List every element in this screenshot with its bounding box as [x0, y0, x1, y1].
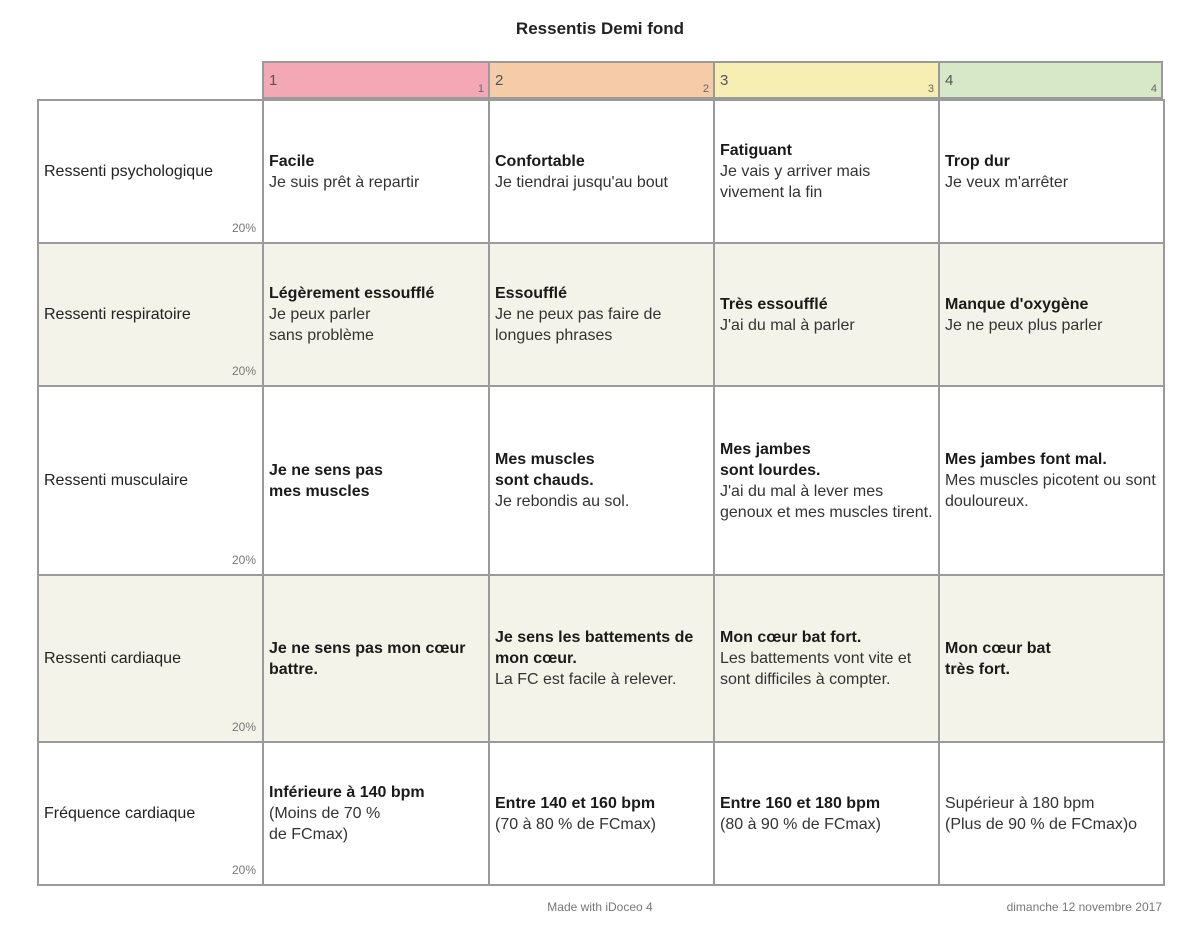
level-header-mark: 3 [927, 83, 934, 95]
cell-title: Je ne sens pas mon cœur battre. [269, 639, 466, 678]
level-header-mark: 2 [702, 83, 709, 95]
level-header-label: 4 [945, 72, 954, 89]
rubric-cell[interactable] [714, 386, 939, 575]
cell-description: Je ne peux pas faire de longues phrases [495, 306, 662, 344]
rubric-cell[interactable] [939, 386, 1164, 575]
cell-description: Je peux parler sans problème [269, 306, 374, 344]
level-header-4[interactable] [938, 61, 1163, 99]
cell-title: Je sens les battements de mon cœur. [495, 629, 694, 667]
cell-description: Je suis prêt à repartir [269, 173, 420, 191]
cell-title: Mes jambes font mal. [945, 451, 1107, 468]
cell-description: Mes muscles picotent ou sont douloureux. [945, 472, 1156, 510]
rubric-cell[interactable] [714, 243, 939, 386]
row-label [38, 575, 263, 742]
rubric-cell[interactable] [263, 742, 489, 885]
rubric-cell[interactable] [263, 386, 489, 575]
cell-title: Mon cœur bat très fort. [945, 639, 1051, 678]
rubric-cell[interactable] [714, 575, 939, 742]
cell-title: Essoufflé [495, 285, 568, 302]
cell-title: Légèrement essoufflé [269, 285, 435, 302]
cell-title: Confortable [495, 152, 585, 170]
cell-description: Je vais y arriver mais vivement la fin [720, 163, 871, 201]
cell-title: Mon cœur bat fort. [720, 629, 862, 646]
page-title: Ressentis Demi fond [515, 19, 685, 38]
cell-title: Mes jambes sont lourdes. [720, 440, 821, 479]
cell-title: Manque d'oxygène [945, 295, 1089, 313]
cell-description: (Moins de 70 % de FCmax) [269, 805, 381, 843]
cell-description: J'ai du mal à lever mes genoux et mes muscles tirent. [720, 482, 933, 521]
row-label-text: Ressenti psychologique [44, 163, 213, 180]
cell-title: Entre 160 et 180 bpm [720, 794, 881, 812]
rubric-cell[interactable] [489, 243, 714, 386]
table-row [38, 100, 1164, 243]
table-row [38, 742, 1164, 885]
rubric-cell[interactable] [939, 243, 1164, 386]
rubric-cell[interactable] [939, 575, 1164, 742]
rubric-cell[interactable] [939, 742, 1164, 885]
row-label-text: Fréquence cardiaque [44, 805, 196, 822]
cell-title: Trop dur [945, 152, 1010, 170]
rubric-cell[interactable] [489, 742, 714, 885]
cell-description: Je tiendrai jusqu'au bout [495, 173, 668, 191]
cell-title: Fatiguant [720, 142, 792, 159]
cell-title: Mes muscles sont chauds. [495, 451, 595, 489]
cell-description: Les battements vont vite et sont difficiles à compter. [720, 650, 912, 688]
level-header-mark: 1 [477, 83, 484, 95]
rubric-cell[interactable] [263, 243, 489, 386]
rubric-cell[interactable] [263, 100, 489, 243]
cell-description: Je ne peux plus parler [945, 316, 1103, 334]
rubric-cell[interactable] [489, 386, 714, 575]
row-weight: 20% [231, 553, 256, 567]
cell-description: Je rebondis au sol. [495, 493, 630, 510]
cell-title: Entre 140 et 160 bpm [495, 794, 656, 812]
cell-description: Je veux m'arrêter [945, 173, 1069, 191]
cell-title: Facile [269, 152, 315, 170]
cell-title: Inférieure à 140 bpm [269, 784, 425, 801]
level-header-label: 2 [495, 72, 504, 89]
row-label-text: Ressenti respiratoire [44, 306, 191, 323]
row-label [38, 100, 263, 243]
level-header-1[interactable] [262, 61, 488, 99]
cell-description: (80 à 90 % de FCmax) [720, 815, 881, 833]
row-label-text: Ressenti musculaire [44, 472, 189, 489]
rubric-cell[interactable] [263, 575, 489, 742]
rubric-cell[interactable] [714, 742, 939, 885]
rubric-cell[interactable] [489, 100, 714, 243]
rubric-cell[interactable] [939, 100, 1164, 243]
cell-description: La FC est facile à relever. [495, 671, 677, 688]
row-label [38, 742, 263, 885]
rubric-cell[interactable] [489, 575, 714, 742]
row-label [38, 243, 263, 386]
level-header-3[interactable] [713, 61, 938, 99]
table-row [38, 243, 1164, 386]
table-row [38, 575, 1164, 742]
level-header-label: 3 [720, 72, 729, 89]
cell-description: J'ai du mal à parler [720, 316, 855, 334]
row-weight: 20% [231, 720, 256, 734]
row-weight: 20% [231, 863, 256, 877]
row-weight: 20% [231, 364, 256, 378]
made-with-footer: Made with iDoceo 4 [547, 900, 653, 914]
level-header-2[interactable] [488, 61, 713, 99]
table-row [38, 386, 1164, 575]
level-header-label: 1 [269, 72, 278, 89]
row-weight: 20% [231, 221, 256, 235]
level-header-mark: 4 [1150, 83, 1157, 95]
cell-title: Je ne sens pas mes muscles [269, 461, 383, 500]
row-label [38, 386, 263, 575]
row-label-text: Ressenti cardiaque [44, 650, 181, 667]
cell-description: (70 à 80 % de FCmax) [495, 815, 656, 833]
rubric-grid [37, 99, 1165, 886]
date-footer: dimanche 12 novembre 2017 [1006, 900, 1162, 914]
rubric-cell[interactable] [714, 100, 939, 243]
cell-description: Supérieur à 180 bpm (Plus de 90 % de FCmax)o [945, 794, 1138, 833]
cell-title: Très essoufflé [720, 295, 828, 313]
